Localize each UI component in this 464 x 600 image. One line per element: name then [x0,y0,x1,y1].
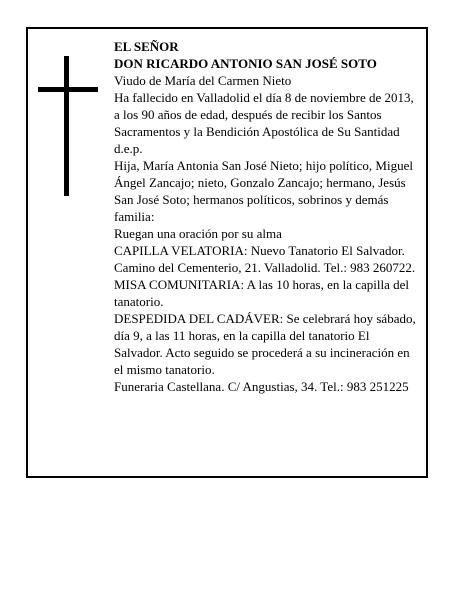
family-list: Hija, María Antonia San José Nieto; hijo político, Miguel Ángel Zancajo; nieto, Gonzalo Zancajo; hermano, Jesús San José Soto; hermanos políticos, sobrinos y demás familia: [114,158,413,224]
deceased-name: DON RICARDO ANTONIO SAN JOSÉ SOTO [114,56,377,71]
cross-horizontal-bar [38,87,98,92]
cross-vertical-bar [64,56,69,196]
farewell-info: DESPEDIDA DEL CADÁVER: Se celebrará hoy sábado, día 9, a las 11 horas, en la capilla del tanatorio El Salvador. Acto seguido se procederá a su incineración en el mismo tanatorio. [114,311,416,377]
death-announcement: Ha fallecido en Valladolid el día 8 de noviembre de 2013, a los 90 años de edad, después de recibir los Santos Sacramentos y la Bendición Apostólica de Su Santidad [114,90,414,139]
notice-text [114,38,416,395]
funeral-home-info: Funeraria Castellana. C/ Angustias, 34. Tel.: 983 251225 [114,379,409,394]
cross-icon [38,56,98,196]
honorific: EL SEÑOR [114,39,179,54]
prayer-request: Ruegan una oración por su alma [114,226,282,241]
chapel-info: CAPILLA VELATORIA: Nuevo Tanatorio El Salvador. Camino del Cementerio, 21. Valladolid. Tel.: 983 260722. MISA COMUNITARIA: A las 10 horas, en la capilla del tanatorio. [114,243,416,309]
rip-line: d.e.p. [114,141,143,156]
widower-line: Viudo de María del Carmen Nieto [114,73,292,88]
